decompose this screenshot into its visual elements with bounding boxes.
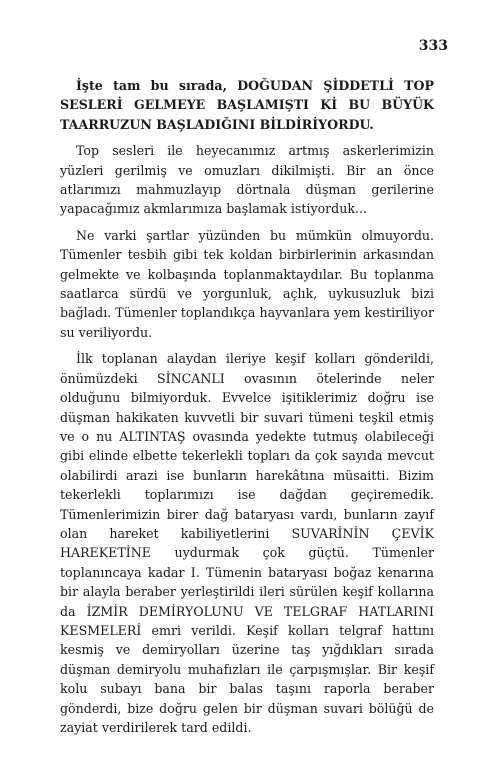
paragraph: İlk toplanan alaydan ileriye keşif kolları gönderildi, önümüzdeki SİNCANLI ovasının ötelerinde neler olduğunu bilmiyorduk. Evvelce işitiklerimiz doğru ise düşman hakikaten kuvvetli bir suvari tümeni teşkil etmiş ve o nu ALTINTAŞ ovasında yedekte tutmuş olabileceği gibi elinde elbette tekerlekli topları da çok sayıda mevcut olabilirdi arazi ise bunların harekâtına müsaitti. Bizim tekerlekli toplarımızı ise dağdan geçiremedik. Tümenlerimizin birer dağ bataryası vardı, bunların zayıf olan hareket kabiliyetlerini SUVARİNİN ÇEVİK HAREKETİNE uydurmak çok güçtü. Tümenler toplanıncaya kadar I. Tümenin bataryası boğaz kenarına bir alayla beraber yerleştirildi ileri sürülen keşif kollarına da İZMİR DEMİRYOLUNU VE TELGRAF HATLARINI KESMELERİ emri verildi. Keşif kolları telgraf hattını kesmiş ve demiryolları üzerine taş yığdıkları sırada düşman demiryolu muhafızları ile çarpışmışlar. Bir keşif kolu subayı bana bir balas taşını raporla beraber gönderdi, bize doğru gelen bir düşman suvari bölüğü de zayiat verdirilerek tard edildi. <box>60 351 434 735</box>
page-number: 333 <box>418 38 448 54</box>
paragraph-lead: İşte tam bu sırada, DOĞUDAN ŞİDDETLİ TOP SESLERİ GELMEYE BAŞLAMIŞTI Kİ BU BÜYÜK TAARRUZUN BAŞLADIĞINI BİLDİRİYORDU. <box>60 78 434 132</box>
page-body <box>60 76 434 737</box>
paragraph: Ne varki şartlar yüzünden bu mümkün olmuyordu. Tümenler tesbih gibi tek koldan birbirlerinin arkasından gelmekte ve kolbaşında toplanmaktaydılar. Bu toplanma saatlarca sürdü ve yorgunluk, açlık, uykusuzluk bizi bağladı. Tümenler toplandıkça hayvanlara yem kestiriliyor su veriliyordu. <box>60 227 434 340</box>
paragraph: Top sesleri ile heyecanımız artmış askerlerimizin yüzleri gerilmiş ve omuzları dikilmişti. Bir an önce atlarımızı mahmuzlayıp dörtnala düşman gerilerine yapacağımız akmlarımıza başlamak istiyorduk... <box>60 143 434 217</box>
